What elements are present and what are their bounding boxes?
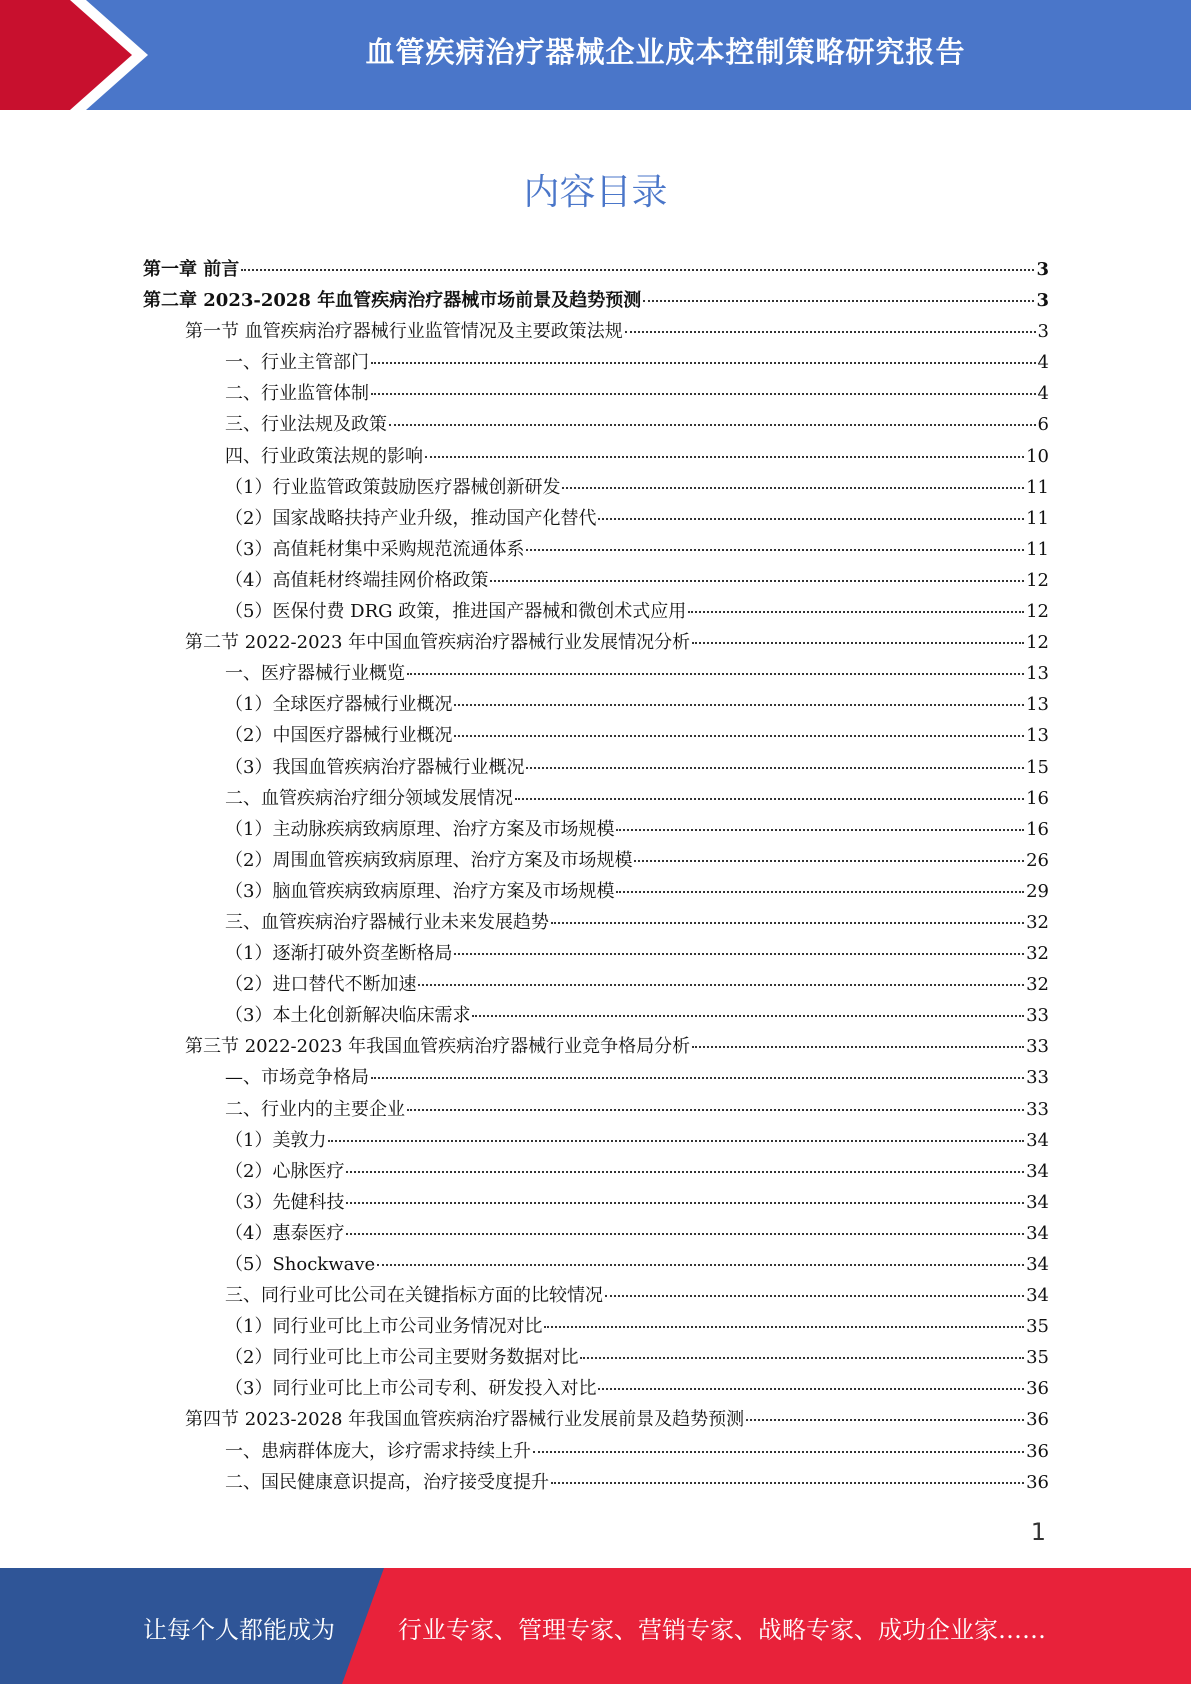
toc-dot-leader (425, 456, 1024, 458)
toc-dot-leader (490, 580, 1024, 582)
toc-entry-label: 第二节 2022-2023 年中国血管疾病治疗器械行业发展情况分析 (185, 632, 691, 654)
toc-dot-leader (454, 735, 1024, 737)
toc-entry-label: 第四节 2023-2028 年我国血管疾病治疗器械行业发展前景及趋势预测 (185, 1409, 745, 1431)
toc-entry-page: 12 (1026, 569, 1049, 591)
toc-entry-page: 29 (1026, 880, 1049, 902)
toc-entry-page: 13 (1026, 663, 1049, 685)
toc-entry-label: 一、医疗器械行业概览 (225, 663, 405, 685)
toc-entry-page: 15 (1026, 756, 1049, 778)
toc-entry-page: 16 (1026, 787, 1049, 809)
toc-entry-label: （5）Shockwave (225, 1254, 376, 1275)
toc-entry-page: 3 (1036, 290, 1049, 312)
toc-entry[interactable] (143, 720, 1049, 751)
toc-entry-page: 12 (1026, 601, 1049, 623)
toc-dot-leader (544, 1326, 1024, 1328)
toc-entry-page: 26 (1026, 849, 1049, 871)
toc-entry[interactable] (143, 347, 1049, 378)
toc-entry[interactable] (143, 627, 1049, 658)
toc-dot-leader (418, 984, 1024, 986)
toc-entry-page: 13 (1026, 725, 1049, 747)
toc-entry-label: （2）国家战略扶持产业升级，推动国产化替代 (225, 507, 597, 529)
toc-entry-label: （1）逐渐打破外资垄断格局 (225, 943, 453, 965)
toc-entry[interactable] (143, 596, 1049, 627)
toc-dot-leader (371, 362, 1036, 364)
toc-entry-label: （1）全球医疗器械行业概况 (225, 694, 453, 716)
toc-entry-label: （1）美敦力 (225, 1129, 327, 1151)
toc-entry-page: 34 (1026, 1222, 1049, 1244)
toc-dot-leader (562, 487, 1024, 489)
toc-entry-page: 33 (1026, 1067, 1049, 1089)
toc-entry-page: 11 (1026, 476, 1049, 498)
toc-entry-page: 33 (1026, 1036, 1049, 1058)
toc-entry-page: 33 (1026, 1098, 1049, 1120)
toc-entry[interactable] (143, 1062, 1049, 1093)
toc-entry[interactable] (143, 1467, 1049, 1498)
toc-entry[interactable] (143, 472, 1049, 503)
toc-dot-leader (634, 860, 1024, 862)
toc-entry-page: 35 (1026, 1316, 1049, 1338)
toc-entry-label: （3）高值耗材集中采购规范流通体系 (225, 538, 525, 560)
report-title: 血管疾病治疗器械企业成本控制策略研究报告 (365, 35, 966, 69)
toc-entry[interactable] (143, 378, 1049, 409)
toc-entry[interactable] (143, 1280, 1049, 1311)
toc-entry-page: 6 (1037, 414, 1049, 436)
toc-entry-page: 32 (1026, 911, 1049, 933)
toc-entry-page: 36 (1026, 1471, 1049, 1493)
toc-entry[interactable] (143, 1094, 1049, 1125)
toc-entry-label: （2）周围血管疾病致病原理、治疗方案及市场规模 (225, 849, 633, 871)
toc-entry-label: 二、行业监管体制 (225, 383, 369, 405)
toc-entry-page: 35 (1026, 1347, 1049, 1369)
toc-dot-leader (346, 1202, 1024, 1204)
toc-entry-label: （1）行业监管政策鼓励医疗器械创新研发 (225, 476, 561, 498)
page-number: 1 (1030, 1518, 1046, 1546)
toc-dot-leader (515, 798, 1024, 800)
toc-entry-label: （4）惠泰医疗 (225, 1222, 345, 1244)
toc-dot-leader (605, 1295, 1024, 1297)
toc-entry[interactable] (143, 1342, 1049, 1373)
toc-dot-leader (526, 549, 1024, 551)
toc-entry-label: 二、国民健康意识提高，治疗接受度提升 (225, 1471, 549, 1493)
toc-entry-label: （1）同行业可比上市公司业务情况对比 (225, 1316, 543, 1338)
toc-entry-label: （4）高值耗材终端挂网价格政策 (225, 569, 489, 591)
toc-entry[interactable] (143, 752, 1049, 783)
toc-entry-page: 16 (1026, 818, 1049, 840)
toc-entry[interactable] (143, 938, 1049, 969)
toc-entry-label: （3）同行业可比上市公司专利、研发投入对比 (225, 1378, 597, 1400)
toc-dot-leader (454, 953, 1024, 955)
toc-dot-leader (598, 1388, 1024, 1390)
toc-entry[interactable] (143, 1031, 1049, 1062)
toc-entry-label: （3）先健科技 (225, 1191, 345, 1213)
toc-entry[interactable] (143, 1156, 1049, 1187)
toc-dot-leader (625, 331, 1036, 333)
toc-dot-leader (598, 518, 1024, 520)
toc-entry[interactable] (143, 876, 1049, 907)
toc-dot-leader (533, 1451, 1024, 1453)
toc-entry-page: 3 (1036, 259, 1049, 280)
toc-entry-page: 12 (1026, 632, 1049, 654)
toc-dot-leader (241, 269, 1034, 271)
toc-entry[interactable] (143, 565, 1049, 596)
toc-entry[interactable] (143, 441, 1049, 472)
toc-entry[interactable] (143, 409, 1049, 440)
toc-entry-page: 36 (1026, 1378, 1049, 1400)
toc-dot-leader (616, 829, 1024, 831)
toc-entry-label: 四、行业政策法规的影响 (225, 445, 423, 467)
toc-entry[interactable] (143, 658, 1049, 689)
toc-entry-page: 13 (1026, 694, 1049, 716)
toc-entry-label: 三、血管疾病治疗器械行业未来发展趋势 (225, 911, 549, 933)
toc-entry[interactable] (143, 1249, 1049, 1280)
toc-entry-label: （2）心脉医疗 (225, 1160, 345, 1182)
toc-entry-page: 32 (1026, 943, 1049, 965)
toc-entry[interactable] (143, 1125, 1049, 1156)
toc-entry[interactable] (143, 503, 1049, 534)
toc-dot-leader (472, 1015, 1024, 1017)
toc-entry-label: 第一节 血管疾病治疗器械行业监管情况及主要政策法规 (185, 321, 623, 343)
toc-entry-label: （3）脑血管疾病致病原理、治疗方案及市场规模 (225, 880, 615, 902)
toc-dot-leader (692, 642, 1024, 644)
toc-dot-leader (643, 300, 1034, 302)
toc-dot-leader (692, 1046, 1024, 1048)
toc-entry-label: （2）进口替代不断加速 (225, 974, 417, 996)
toc-dot-leader (551, 1482, 1024, 1484)
toc-entry-page: 10 (1026, 445, 1049, 467)
toc-dot-leader (328, 1140, 1024, 1142)
toc-dot-leader (551, 922, 1024, 924)
toc-entry-label: （5）医保付费 DRG 政策，推进国产器械和微创术式应用 (225, 601, 687, 623)
toc-dot-leader (526, 767, 1024, 769)
toc-entry-label: （3）本土化创新解决临床需求 (225, 1005, 471, 1027)
toc-dot-leader (389, 424, 1036, 426)
toc-entry[interactable] (143, 1000, 1049, 1031)
toc-entry[interactable] (143, 1373, 1049, 1404)
toc-entry[interactable] (143, 1311, 1049, 1342)
toc-entry-page: 34 (1026, 1254, 1049, 1275)
toc-entry-page: 34 (1026, 1160, 1049, 1182)
toc-entry[interactable] (143, 845, 1049, 876)
toc-dot-leader (346, 1233, 1024, 1235)
toc-entry[interactable] (143, 1404, 1049, 1435)
toc-entry-label: 第二章 2023-2028 年血管疾病治疗器械市场前景及趋势预测 (143, 290, 642, 312)
toc-dot-leader (616, 891, 1024, 893)
toc-entry-page: 3 (1037, 321, 1049, 343)
toc-entry[interactable] (143, 1436, 1049, 1467)
toc-entry[interactable] (143, 783, 1049, 814)
toc-dot-leader (454, 704, 1024, 706)
toc-dot-leader (346, 1171, 1024, 1173)
toc-entry[interactable] (143, 316, 1049, 347)
toc-entry-page: 36 (1026, 1409, 1049, 1431)
toc-entry-page: 32 (1026, 974, 1049, 996)
toc-entry-label: 二、血管疾病治疗细分领域发展情况 (225, 787, 513, 809)
toc-entry-page: 33 (1026, 1005, 1049, 1027)
toc-dot-leader (371, 1077, 1024, 1079)
toc-entry-label: 第一章 前言 (143, 259, 240, 280)
toc-dot-leader (407, 673, 1024, 675)
toc-dot-leader (580, 1357, 1024, 1359)
table-of-contents (143, 254, 1049, 1498)
toc-entry-label: 二、行业内的主要企业 (225, 1098, 405, 1120)
page-footer (0, 1568, 1191, 1684)
toc-entry[interactable] (143, 285, 1049, 316)
toc-entry[interactable] (143, 814, 1049, 845)
toc-entry-label: 三、行业法规及政策 (225, 414, 387, 436)
toc-entry-label: —、市场竞争格局 (225, 1067, 369, 1089)
toc-entry-page: 4 (1037, 383, 1049, 405)
page-header (0, 0, 1191, 110)
toc-entry-page: 34 (1026, 1191, 1049, 1213)
toc-entry-label: 一、患病群体庞大，诊疗需求持续上升 (225, 1440, 531, 1462)
toc-dot-leader (407, 1109, 1024, 1111)
toc-entry-label: 一、行业主管部门 (225, 352, 369, 374)
toc-dot-leader (688, 611, 1024, 613)
toc-entry-page: 34 (1026, 1285, 1049, 1307)
toc-entry-label: 三、同行业可比公司在关键指标方面的比较情况 (225, 1285, 603, 1307)
toc-dot-leader (746, 1419, 1024, 1421)
footer-slogan-right: 行业专家、管理专家、营销专家、战略专家、成功企业家…… (398, 1616, 1046, 1644)
toc-entry[interactable] (143, 969, 1049, 1000)
toc-entry[interactable] (143, 254, 1049, 285)
toc-entry-label: （2）中国医疗器械行业概况 (225, 725, 453, 747)
toc-entry[interactable] (143, 907, 1049, 938)
toc-dot-leader (377, 1264, 1024, 1266)
toc-entry-page: 11 (1026, 538, 1049, 560)
toc-entry-label: （2）同行业可比上市公司主要财务数据对比 (225, 1347, 579, 1369)
toc-entry-page: 4 (1037, 352, 1049, 374)
toc-entry[interactable] (143, 1187, 1049, 1218)
toc-entry-page: 34 (1026, 1129, 1049, 1151)
toc-entry[interactable] (143, 1218, 1049, 1249)
toc-entry-label: （1）主动脉疾病致病原理、治疗方案及市场规模 (225, 818, 615, 840)
toc-entry-page: 11 (1026, 507, 1049, 529)
toc-entry[interactable] (143, 689, 1049, 720)
toc-entry-page: 36 (1026, 1440, 1049, 1462)
footer-slogan-left: 让每个人都能成为 (143, 1616, 335, 1644)
toc-entry-label: （3）我国血管疾病治疗器械行业概况 (225, 756, 525, 778)
toc-entry-label: 第三节 2022-2023 年我国血管疾病治疗器械行业竞争格局分析 (185, 1036, 691, 1058)
toc-entry[interactable] (143, 534, 1049, 565)
toc-heading: 内容目录 (523, 172, 668, 213)
toc-dot-leader (371, 393, 1036, 395)
